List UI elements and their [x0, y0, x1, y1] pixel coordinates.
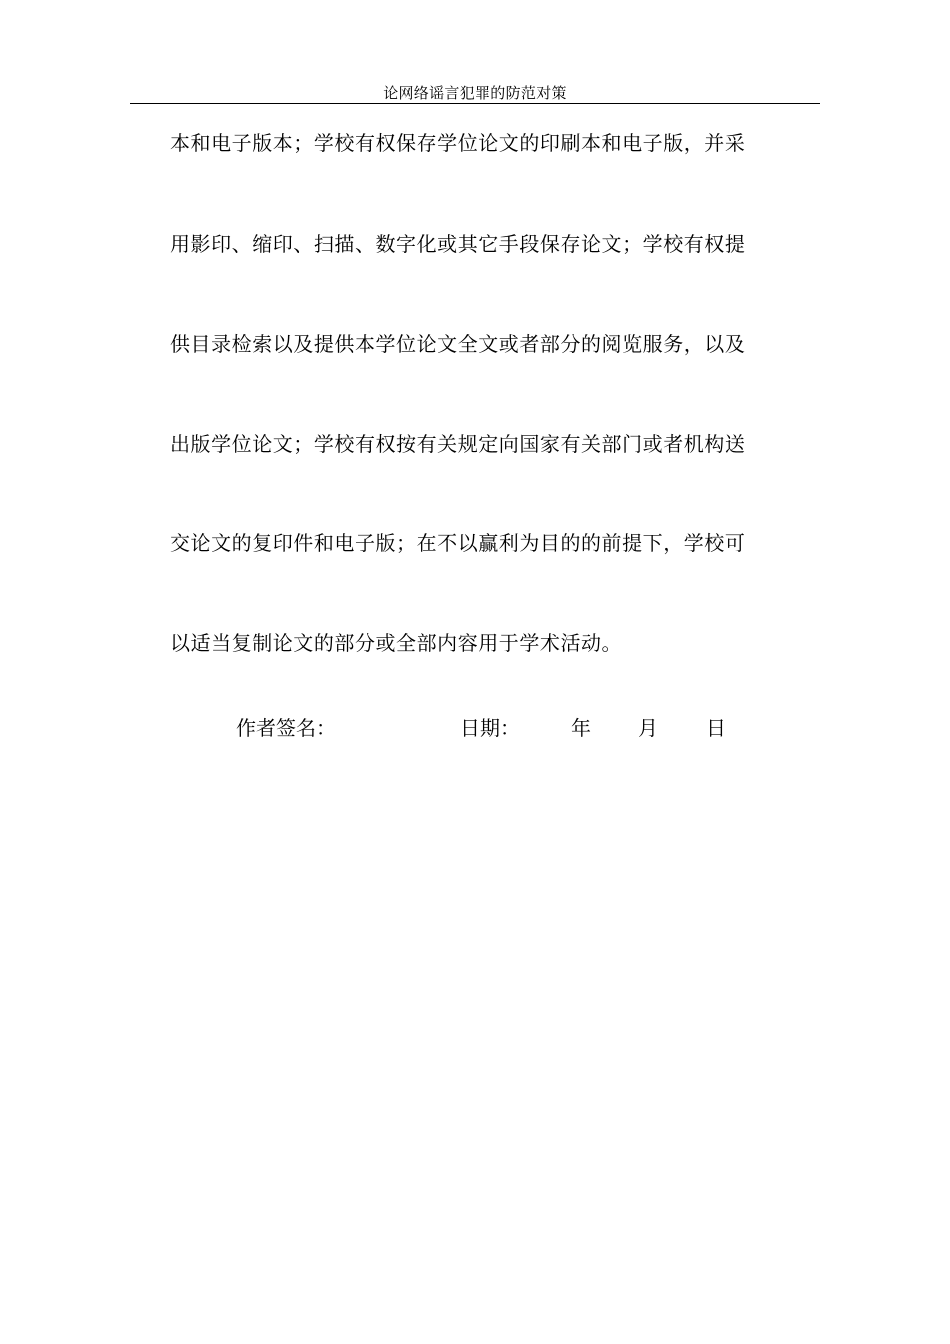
author-signature-label: 作者签名： — [236, 716, 336, 740]
paragraph-line: 用影印、缩印、扫描、数字化或其它手段保存论文；学校有权提 — [170, 232, 746, 256]
paragraph-line: 以适当复制论文的部分或全部内容用于学术活动。 — [170, 631, 623, 655]
paragraph-line: 交论文的复印件和电子版；在不以赢利为目的的前提下，学校可 — [170, 531, 746, 555]
date-label: 日期： — [460, 716, 520, 740]
header-divider — [130, 103, 820, 104]
running-header-title: 论网络谣言犯罪的防范对策 — [383, 84, 567, 102]
day-label: 日 — [706, 716, 726, 740]
paragraph-line: 本和电子版本；学校有权保存学位论文的印刷本和电子版，并采 — [170, 131, 746, 155]
year-label: 年 — [571, 716, 591, 740]
paragraph-line: 供目录检索以及提供本学位论文全文或者部分的阅览服务，以及 — [170, 332, 746, 356]
month-label: 月 — [638, 716, 658, 740]
paragraph-line: 出版学位论文；学校有权按有关规定向国家有关部门或者机构送 — [170, 432, 746, 456]
